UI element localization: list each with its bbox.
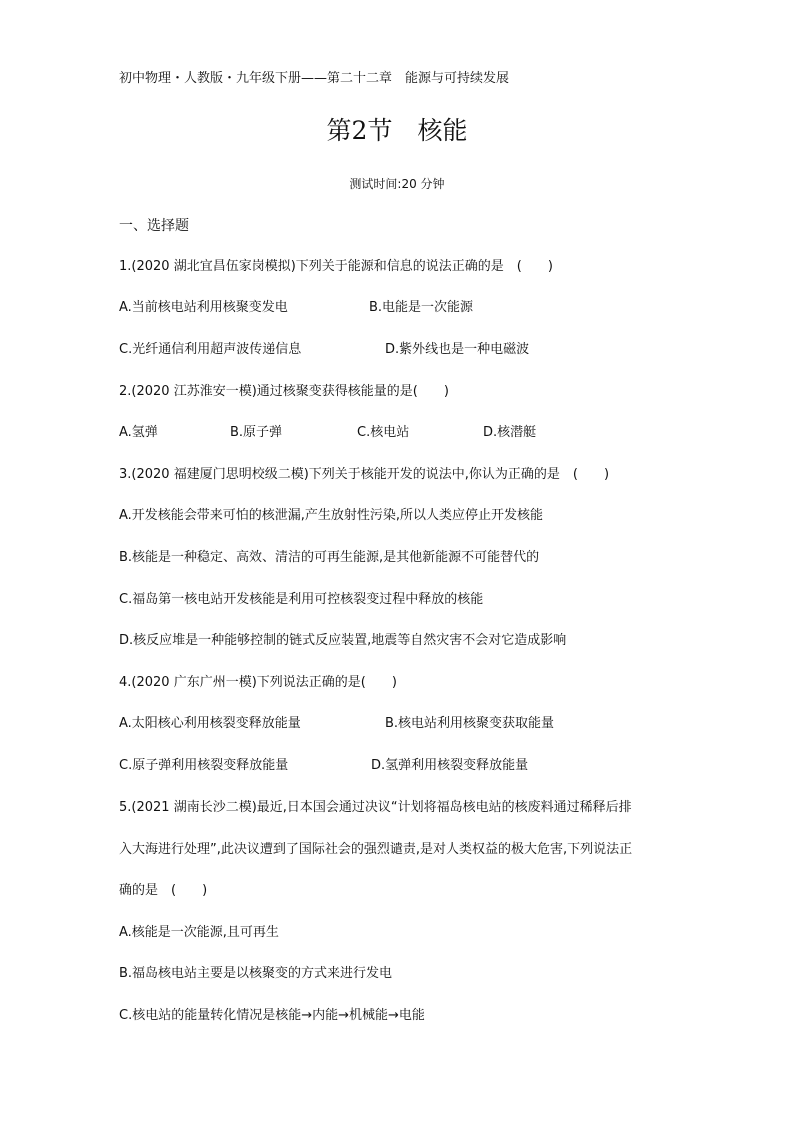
question-3-option-b: B.核能是一种稳定、高效、清洁的可再生能源,是其他新能源不可能替代的: [119, 550, 540, 565]
question-4-option-a: A.太阳核心利用核裂变释放能量: [119, 716, 301, 731]
question-5-stem-line-3: 确的是 ( ): [119, 883, 208, 898]
question-3-option-d: D.核反应堆是一种能够控制的链式反应装置,地震等自然灾害不会对它造成影响: [119, 633, 567, 648]
question-2-stem: 2.(2020 江苏淮安一模)通过核聚变获得核能量的是( ): [119, 384, 449, 399]
question-5-stem-line-1: 5.(2021 湖南长沙二模)最近,日本国会通过决议“计划将福岛核电站的核废料通过稀释后排: [119, 800, 632, 815]
question-2-option-a: A.氢弹: [119, 425, 158, 440]
question-5-option-c: C.核电站的能量转化情况是核能→内能→机械能→电能: [119, 1008, 425, 1023]
question-4-option-b: B.核电站利用核聚变获取能量: [385, 716, 555, 731]
question-4-stem: 4.(2020 广东广州一模)下列说法正确的是( ): [119, 675, 397, 690]
question-5-option-b: B.福岛核电站主要是以核聚变的方式来进行发电: [119, 966, 393, 981]
question-5-option-a: A.核能是一次能源,且可再生: [119, 925, 279, 940]
page-title: 第2节 核能: [326, 116, 468, 145]
question-4-option-c: C.原子弹利用核裂变释放能量: [119, 758, 289, 773]
test-time: 测试时间:20 分钟: [349, 177, 445, 191]
question-4-option-d: D.氢弹利用核裂变释放能量: [371, 758, 529, 773]
question-2-option-c: C.核电站: [357, 425, 410, 440]
question-3-option-c: C.福岛第一核电站开发核能是利用可控核裂变过程中释放的核能: [119, 592, 484, 607]
question-1-option-a: A.当前核电站利用核聚变发电: [119, 300, 288, 315]
section-heading: 一、选择题: [119, 218, 189, 234]
course-header: 初中物理・人教版・九年级下册——第二十二章 能源与可持续发展: [119, 71, 510, 86]
question-2-option-b: B.原子弹: [230, 425, 283, 440]
question-5-stem-line-2: 入大海进行处理”,此决议遭到了国际社会的强烈谴责,是对人类权益的极大危害,下列说法正: [119, 842, 633, 857]
question-3-option-a: A.开发核能会带来可怕的核泄漏,产生放射性污染,所以人类应停止开发核能: [119, 508, 544, 523]
question-1-option-d: D.紫外线也是一种电磁波: [385, 342, 530, 357]
question-1-stem: 1.(2020 湖北宜昌伍家岗模拟)下列关于能源和信息的说法正确的是 ( ): [119, 259, 553, 274]
question-1-option-c: C.光纤通信利用超声波传递信息: [119, 342, 302, 357]
question-1-option-b: B.电能是一次能源: [369, 300, 474, 315]
question-2-option-d: D.核潜艇: [483, 425, 537, 440]
question-3-stem: 3.(2020 福建厦门思明校级二模)下列关于核能开发的说法中,你认为正确的是 ( ): [119, 467, 610, 482]
